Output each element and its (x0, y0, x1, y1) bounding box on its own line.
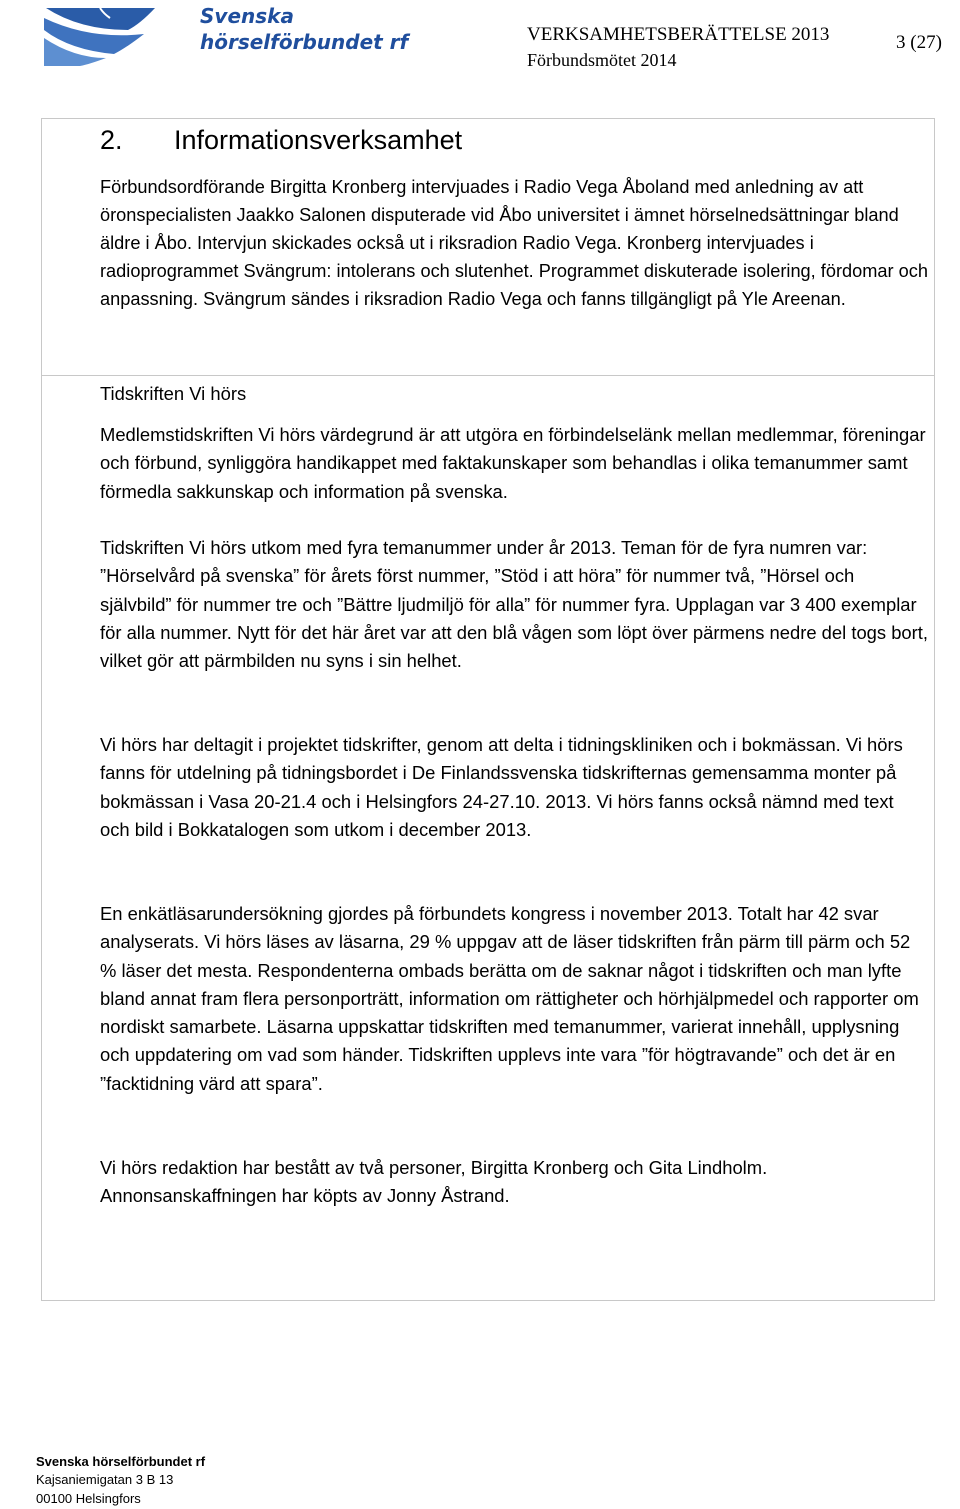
intro-paragraph: Förbundsordförande Birgitta Kronberg intervjuades i Radio Vega Åboland med anledning av att öronspecialisten Jaakko Salonen disputerade vid Åbo universitet i ämnet hörselnedsättningar bland äldre i Åbo. Intervjun skickades också ut i riksradion Radio Vega. Kronberg intervjuades i radioprogrammet Svängrum: intolerans och slutenhet. Programmet diskuterade isolering, fördomar och anpassning. Svängrum sändes i riksradion Radio Vega och fanns tillgängligt på Yle Areenan. (100, 177, 928, 310)
logo-text-line2: hörselförbundet rf (200, 30, 409, 54)
paragraph-issues: Tidskriften Vi hörs utkom med fyra temanummer under år 2013. Teman för de fyra numren var: ”Hörselvård på svenska” för årets först nummer, ”Stöd i att höra” för nummer två, ”Hörsel och självbild” för nummer tre och ”Bättre ljudmiljö för alla” för nummer fyra. Upplagan var 3 400 exemplar för alla nummer. Nytt för det här året var att den blå vågen som löpt över pärmens nedre del togs bort, vilket gör att pärmbilden nu syns i sin helhet. (100, 537, 929, 672)
paragraph-editorial: Vi hörs redaktion har bestått av två personer, Birgitta Kronberg och Gita Lindholm. Annonsanskaffningen har köpts av Jonny Åstrand. (100, 1157, 768, 1207)
organization-logo (40, 0, 409, 66)
section-title: Informationsverksamhet (174, 125, 463, 155)
paragraph-survey: En enkätläsarundersökning gjordes på förbundets kongress i november 2013. Totalt har 42 svar analyserats. Vi hörs läses av läsarna, 29 % uppgav att de läser tidskriften från pärm till pärm och 52 % läser det mesta. Respondenterna ombads berätta om de saknar något i tidskriften och man lyfte bland annat fram flera personporträtt, information om rättigheter och hörhjälpmedel och rapporter om nordiskt samarbete. Läsarna uppskattar tidskriften med temanummer, varierat innehåll, upplysning och uppdatering om vad som händer. Tidskriften upplevs inte vara ”för högtravande” och det är en ”facktidning värd att spara”. (100, 903, 919, 1094)
paragraph-projects: Vi hörs har deltagit i projektet tidskrifter, genom att delta i tidningskliniken och i bokmässan. Vi hörs fanns för utdelning på tidningsbordet i De Finlandssvenska tidskrifternas gemensamma monter på bokmässan i Vasa 20-21.4 och i Helsingfors 24-27.10. 2013. Vi hörs fanns också nämnd med text och bild i Bokkatalogen som utkom i december 2013. (100, 734, 903, 840)
footer-city: 00100 Helsingfors (36, 1491, 141, 1506)
document-title: VERKSAMHETSBERÄTTELSE 2013 (527, 24, 830, 45)
document-subtitle: Förbundsmötet 2014 (527, 50, 677, 70)
section-number: 2. (100, 125, 123, 155)
section-heading (100, 125, 462, 156)
paragraph-values: Medlemstidskriften Vi hörs värdegrund är att utgöra en förbindelselänk mellan medlemmar, föreningar och förbund, synliggöra handikappet med faktakunskaper som behandlas i olika temanummer samt förmedla sakkunskap och information på svenska. (100, 424, 926, 502)
section-divider (42, 375, 934, 376)
footer-organization: Svenska hörselförbundet rf (36, 1454, 206, 1469)
footer-street: Kajsaniemigatan 3 B 13 (36, 1472, 174, 1487)
page-number: 3 (27) (896, 32, 942, 53)
subsection-heading: Tidskriften Vi hörs (100, 383, 247, 404)
logo-text-line1: Svenska (200, 4, 294, 28)
